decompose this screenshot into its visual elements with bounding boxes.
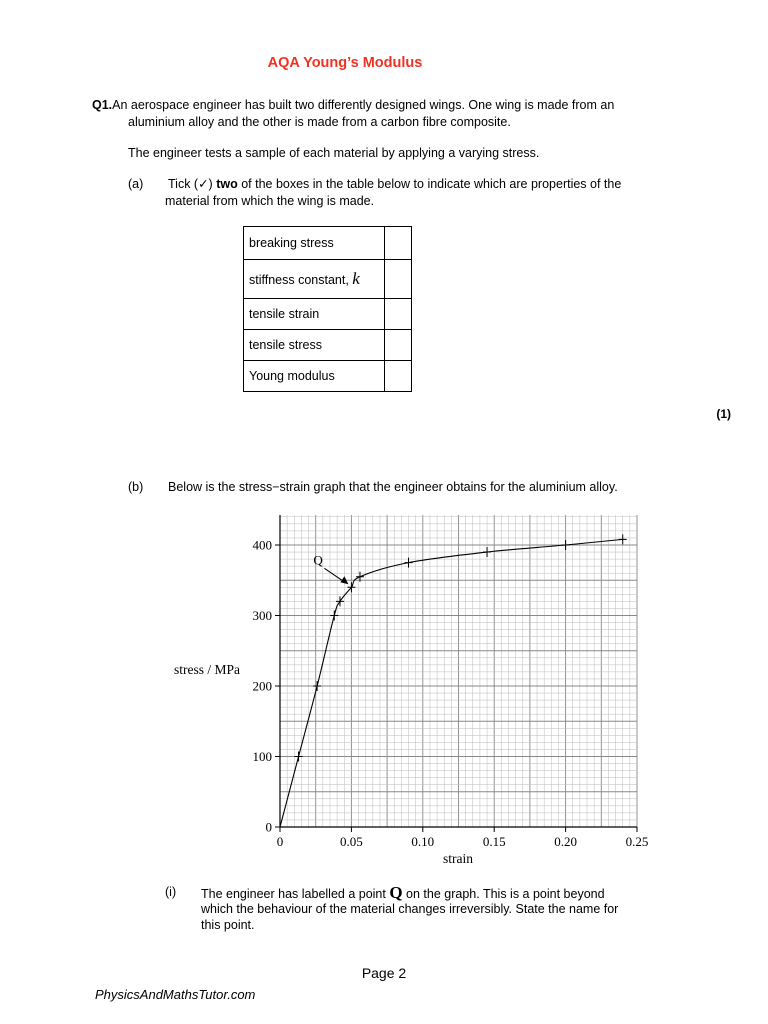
- property-label: [244, 260, 385, 299]
- tick-box-tensile-strain[interactable]: [385, 299, 412, 330]
- y-axis-label: stress / MPa: [174, 662, 241, 677]
- y-tick-label: 100: [252, 749, 272, 764]
- site-name: PhysicsAndMathsTutor.com: [95, 987, 256, 1002]
- x-tick-label: 0.05: [340, 834, 363, 849]
- property-label: tensile strain: [244, 299, 385, 330]
- part-a-label: (a): [128, 177, 144, 191]
- x-tick-label: 0.15: [482, 834, 506, 849]
- page-title: AQA Young’s Modulus: [267, 55, 423, 71]
- x-tick-label: 0: [276, 834, 284, 849]
- table-row: [244, 330, 412, 361]
- y-tick-label: 400: [252, 537, 272, 553]
- data-point: [619, 534, 627, 544]
- question-intro-line2: aluminium alloy and the other is made from a carbon fibre composite.: [128, 115, 511, 129]
- part-b-i-line2: which the behaviour of the material changes irreversibly. State the name for: [201, 902, 619, 916]
- part-b-text: Below is the stress−strain graph that the engineer obtains for the aluminium alloy.: [168, 480, 618, 494]
- part-a-emphasis: two: [216, 177, 238, 191]
- part-a-text-line2: material from which the wing is made.: [165, 194, 375, 208]
- tick-box-breaking-stress[interactable]: [385, 227, 412, 260]
- part-b-i-line3: this point.: [201, 918, 255, 932]
- part-b-i-label: (i): [165, 885, 177, 899]
- table-row: [244, 299, 412, 330]
- tick-box-stiffness-constant[interactable]: [385, 260, 412, 299]
- property-label: Young modulus: [244, 361, 385, 392]
- table-row: [244, 227, 412, 260]
- data-point: [313, 681, 321, 691]
- tick-table: [243, 226, 412, 392]
- data-point: [562, 540, 570, 550]
- part-a-text: [168, 176, 708, 193]
- tick-box-tensile-stress[interactable]: [385, 330, 412, 361]
- part-a-text-after: of the boxes in the table below to indicate which are properties of the: [237, 177, 622, 191]
- x-tick-label: 0.25: [625, 834, 649, 849]
- annotation-label: Q: [313, 552, 323, 568]
- part-b-label: (b): [128, 480, 144, 494]
- table-row: [244, 260, 412, 299]
- property-label-text: stiffness constant,: [249, 273, 353, 287]
- property-label: breaking stress: [244, 227, 385, 260]
- page-number: Page 2: [361, 965, 407, 981]
- x-tick-label: 0.20: [554, 834, 577, 849]
- tick-box-young-modulus[interactable]: [385, 361, 412, 392]
- part-b-i-line1-after: on the graph. This is a point beyond: [402, 887, 605, 901]
- chart-annotations: [313, 552, 348, 584]
- stress-strain-chart: [160, 505, 680, 875]
- data-point: [483, 547, 491, 557]
- x-axis-label: strain: [443, 851, 473, 866]
- table-row: [244, 361, 412, 392]
- question-intro: [92, 97, 712, 114]
- point-q-label: Q: [389, 883, 403, 902]
- part-b-i-line1-before: The engineer has labelled a point: [201, 887, 390, 901]
- y-tick-label: 200: [252, 678, 272, 694]
- marks-a: (1): [716, 407, 731, 421]
- part-a-text-before: Tick (✓): [168, 177, 217, 191]
- property-symbol-k: k: [352, 269, 360, 288]
- question-number: Q1.: [92, 98, 113, 112]
- x-tick-label: 0.10: [411, 834, 435, 849]
- y-tick-label: 300: [252, 608, 272, 623]
- y-tick-label: 0: [265, 819, 272, 835]
- question-intro-para2: The engineer tests a sample of each material by applying a varying stress.: [128, 146, 540, 160]
- question-intro-line1: An aerospace engineer has built two differently designed wings. One wing is made from an: [112, 98, 615, 112]
- chart-grid: [280, 515, 637, 827]
- property-label: tensile stress: [244, 330, 385, 361]
